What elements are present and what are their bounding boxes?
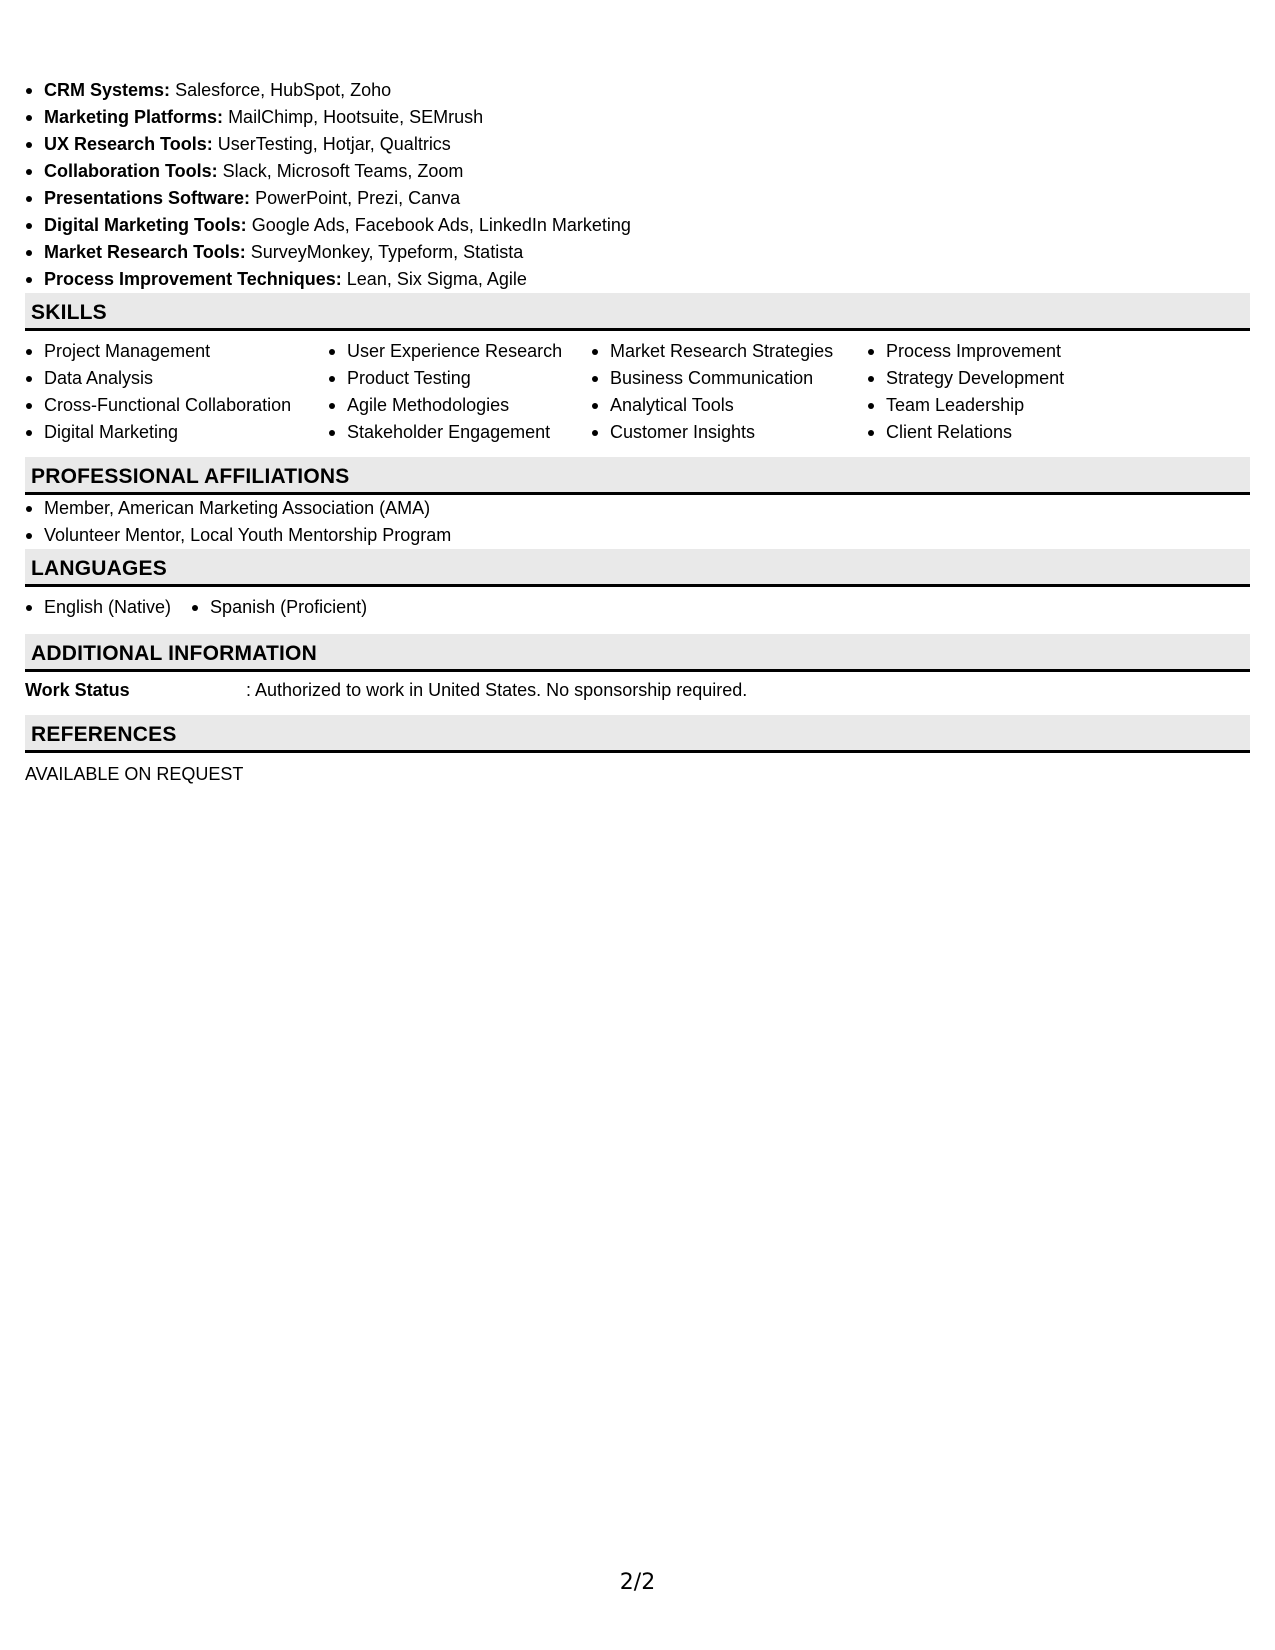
skills-column xyxy=(328,338,591,446)
resume-page xyxy=(25,77,1250,788)
skills-column xyxy=(591,338,867,446)
skill-item: Process Improvement xyxy=(867,338,1167,365)
skills-grid xyxy=(25,338,1250,446)
list-item: Member, American Marketing Association (AMA) xyxy=(25,495,1250,522)
skill-item: Client Relations xyxy=(867,419,1167,446)
list-item: Market Research Tools: SurveyMonkey, Typeform, Statista xyxy=(25,239,1250,266)
skill-item: Analytical Tools xyxy=(591,392,867,419)
skill-item: Business Communication xyxy=(591,365,867,392)
language-column xyxy=(25,594,171,621)
skill-item: Digital Marketing xyxy=(25,419,328,446)
list-item: Marketing Platforms: MailChimp, Hootsuite, SEMrush xyxy=(25,104,1250,131)
skill-item: Agile Methodologies xyxy=(328,392,591,419)
list-item: Collaboration Tools: Slack, Microsoft Teams, Zoom xyxy=(25,158,1250,185)
languages-section-header xyxy=(25,549,1250,587)
affiliations-section-header xyxy=(25,457,1250,495)
list-item: UX Research Tools: UserTesting, Hotjar, Qualtrics xyxy=(25,131,1250,158)
skill-item: Product Testing xyxy=(328,365,591,392)
language-column xyxy=(191,594,367,621)
skill-item: Project Management xyxy=(25,338,328,365)
language-item: Spanish (Proficient) xyxy=(191,594,367,621)
languages-list xyxy=(25,594,1250,621)
skills-column xyxy=(867,338,1167,446)
additional-info-section-header xyxy=(25,634,1250,672)
work-status-row xyxy=(25,677,1250,704)
language-item: English (Native) xyxy=(25,594,171,621)
section-title: SKILLS xyxy=(31,301,107,324)
skill-item: Stakeholder Engagement xyxy=(328,419,591,446)
list-item: Presentations Software: PowerPoint, Prezi, Canva xyxy=(25,185,1250,212)
section-title: PROFESSIONAL AFFILIATIONS xyxy=(31,465,350,488)
skill-item: Team Leadership xyxy=(867,392,1167,419)
skill-item: Customer Insights xyxy=(591,419,867,446)
work-status-value: : Authorized to work in United States. No sponsorship required. xyxy=(246,680,748,700)
skills-section-header xyxy=(25,293,1250,331)
skill-item: Market Research Strategies xyxy=(591,338,867,365)
section-title: ADDITIONAL INFORMATION xyxy=(31,642,317,665)
section-title: LANGUAGES xyxy=(31,557,167,580)
list-item: Volunteer Mentor, Local Youth Mentorship Program xyxy=(25,522,1250,549)
page-number: 2/2 xyxy=(619,1570,656,1595)
skill-item: User Experience Research xyxy=(328,338,591,365)
list-item: CRM Systems: Salesforce, HubSpot, Zoho xyxy=(25,77,1250,104)
references-text: AVAILABLE ON REQUEST xyxy=(25,764,244,784)
list-item: Process Improvement Techniques: Lean, Six Sigma, Agile xyxy=(25,266,1250,293)
skills-column xyxy=(25,338,328,446)
tools-list xyxy=(25,77,1250,293)
skill-item: Cross-Functional Collaboration xyxy=(25,392,328,419)
work-status-label: Work Status xyxy=(25,680,130,700)
skill-item: Data Analysis xyxy=(25,365,328,392)
list-item: Digital Marketing Tools: Google Ads, Facebook Ads, LinkedIn Marketing xyxy=(25,212,1250,239)
section-title: REFERENCES xyxy=(31,723,177,746)
affiliations-list xyxy=(25,495,1250,549)
references-section-header xyxy=(25,715,1250,753)
skill-item: Strategy Development xyxy=(867,365,1167,392)
